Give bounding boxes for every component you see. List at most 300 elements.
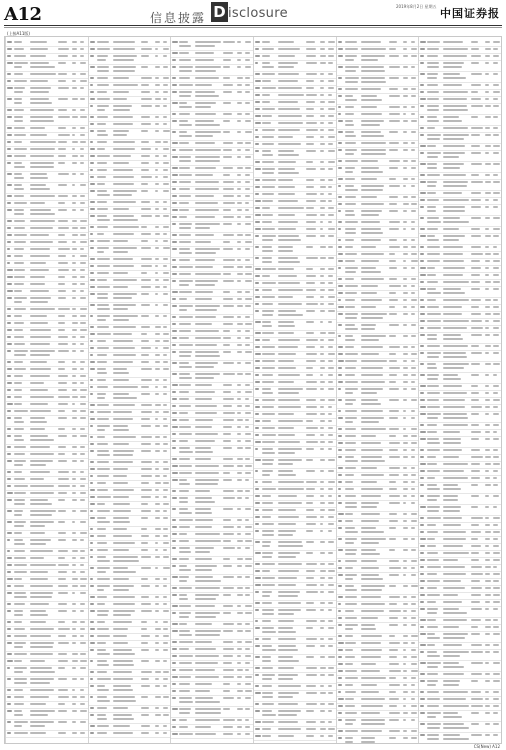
table-cell bbox=[155, 379, 159, 381]
table-cell bbox=[14, 421, 24, 423]
table-row-divider bbox=[254, 600, 336, 601]
table-cell bbox=[361, 449, 383, 451]
table-cell bbox=[403, 474, 408, 476]
table-cell bbox=[389, 185, 400, 187]
table-cell bbox=[245, 398, 249, 400]
table-cell bbox=[320, 735, 324, 737]
table-row-divider bbox=[254, 404, 336, 405]
table-row-divider bbox=[171, 57, 253, 58]
table-cell bbox=[493, 506, 497, 508]
table-cell bbox=[80, 403, 86, 405]
table-cell bbox=[328, 552, 333, 554]
table-cell bbox=[262, 310, 274, 312]
table-cell bbox=[113, 141, 136, 143]
table-cell bbox=[338, 185, 342, 187]
table-row-divider bbox=[254, 625, 336, 626]
table-cell bbox=[338, 635, 342, 637]
table-cell bbox=[30, 403, 48, 405]
table-cell bbox=[155, 489, 160, 491]
table-cell bbox=[361, 392, 377, 394]
table-cell bbox=[163, 91, 168, 93]
table-cell bbox=[223, 479, 232, 481]
table-cell bbox=[245, 41, 251, 43]
table-cell bbox=[30, 610, 46, 612]
table-cell bbox=[403, 313, 408, 315]
table-cell bbox=[97, 461, 110, 463]
table-cell bbox=[338, 367, 342, 369]
table-cell bbox=[14, 234, 27, 236]
table-cell bbox=[420, 345, 424, 347]
table-cell bbox=[485, 406, 490, 408]
table-cell bbox=[172, 558, 176, 560]
table-cell bbox=[420, 181, 426, 183]
table-cell bbox=[278, 620, 294, 622]
table-cell bbox=[155, 333, 161, 335]
table-row-divider bbox=[254, 141, 336, 142]
table-cell bbox=[361, 367, 383, 369]
table-cell bbox=[320, 289, 325, 291]
table-cell bbox=[278, 239, 301, 241]
table-cell bbox=[245, 373, 251, 375]
table-row-divider bbox=[337, 311, 419, 312]
table-cell bbox=[113, 326, 137, 328]
table-cell bbox=[443, 174, 466, 176]
table-cell bbox=[493, 116, 497, 118]
table-row-divider bbox=[89, 730, 171, 731]
table-cell bbox=[80, 368, 84, 370]
table-cell bbox=[411, 467, 415, 469]
table-row-divider bbox=[254, 113, 336, 114]
table-cell bbox=[389, 360, 397, 362]
table-cell bbox=[141, 141, 149, 143]
table-row-divider bbox=[337, 518, 419, 519]
table-cell bbox=[320, 207, 325, 209]
table-cell bbox=[14, 550, 25, 552]
table-cell bbox=[223, 662, 232, 664]
table-cell bbox=[237, 330, 240, 332]
table-cell bbox=[278, 627, 293, 629]
table-cell bbox=[245, 273, 252, 275]
table-cell bbox=[97, 265, 111, 267]
table-cell bbox=[97, 642, 107, 644]
table-cell bbox=[345, 221, 358, 223]
table-cell bbox=[443, 163, 464, 165]
table-cell bbox=[179, 398, 188, 400]
table-cell bbox=[278, 325, 295, 327]
table-cell bbox=[493, 181, 500, 183]
table-cell bbox=[338, 353, 343, 355]
table-cell bbox=[195, 344, 217, 346]
table-cell bbox=[163, 105, 167, 107]
table-cell bbox=[338, 246, 342, 248]
table-cell bbox=[345, 410, 358, 412]
table-cell bbox=[361, 527, 376, 529]
table-cell bbox=[411, 719, 415, 721]
table-cell bbox=[255, 609, 259, 611]
table-cell bbox=[443, 484, 458, 486]
table-cell bbox=[278, 275, 297, 277]
table-cell bbox=[443, 299, 469, 301]
table-cell bbox=[361, 160, 378, 162]
table-row-divider bbox=[6, 701, 88, 702]
table-row-divider bbox=[171, 82, 253, 83]
table-cell bbox=[245, 594, 250, 596]
table-row-divider bbox=[89, 224, 171, 225]
table-row-divider bbox=[89, 619, 171, 620]
table-cell bbox=[97, 130, 106, 132]
table-cell bbox=[179, 202, 189, 204]
table-cell bbox=[493, 192, 499, 194]
table-row-divider bbox=[89, 480, 171, 481]
table-cell bbox=[427, 292, 441, 294]
table-cell bbox=[320, 481, 324, 483]
table-cell bbox=[179, 405, 191, 407]
table-cell bbox=[420, 463, 426, 465]
table-cell bbox=[113, 653, 136, 655]
table-cell bbox=[255, 502, 260, 504]
table-cell bbox=[320, 685, 324, 687]
table-cell bbox=[163, 315, 167, 317]
table-cell bbox=[320, 235, 325, 237]
table-cell bbox=[427, 651, 437, 653]
table-cell bbox=[223, 223, 231, 225]
table-row-divider bbox=[337, 226, 419, 227]
table-cell bbox=[172, 605, 178, 607]
table-cell bbox=[471, 712, 479, 714]
table-row-divider bbox=[254, 528, 336, 529]
table-cell bbox=[255, 143, 259, 145]
table-cell bbox=[262, 296, 275, 298]
table-cell bbox=[179, 102, 187, 104]
table-row-divider bbox=[171, 129, 253, 130]
table-cell bbox=[245, 519, 249, 521]
table-cell bbox=[361, 210, 382, 212]
table-cell bbox=[179, 501, 188, 503]
table-cell bbox=[328, 221, 332, 223]
table-cell bbox=[155, 707, 160, 709]
table-cell bbox=[278, 321, 294, 323]
table-row-divider bbox=[337, 547, 419, 548]
table-row-divider bbox=[419, 599, 501, 600]
table-cell bbox=[471, 413, 479, 415]
table-cell bbox=[361, 578, 384, 580]
table-cell bbox=[97, 304, 110, 306]
table-cell bbox=[237, 84, 242, 86]
table-cell bbox=[223, 497, 235, 499]
table-cell bbox=[485, 691, 489, 693]
table-cell bbox=[278, 591, 300, 593]
table-cell bbox=[30, 166, 54, 168]
table-cell bbox=[237, 156, 241, 158]
table-cell bbox=[278, 55, 295, 57]
table-cell bbox=[306, 186, 314, 188]
table-cell bbox=[485, 352, 489, 354]
table-cell bbox=[90, 201, 96, 203]
table-cell bbox=[427, 385, 438, 387]
table-cell bbox=[97, 183, 105, 185]
table-cell bbox=[389, 178, 397, 180]
table-row-divider bbox=[6, 548, 88, 549]
table-cell bbox=[262, 303, 273, 305]
table-cell bbox=[411, 185, 415, 187]
table-cell bbox=[58, 336, 68, 338]
table-cell bbox=[255, 620, 258, 622]
table-cell bbox=[72, 710, 77, 712]
table-row-divider bbox=[254, 71, 336, 72]
table-cell bbox=[389, 488, 397, 490]
table-cell bbox=[30, 382, 44, 384]
table-cell bbox=[163, 176, 169, 178]
table-cell bbox=[90, 510, 93, 512]
table-cell bbox=[493, 517, 500, 519]
table-cell bbox=[427, 545, 436, 547]
table-cell bbox=[443, 417, 468, 419]
table-cell bbox=[179, 472, 192, 474]
table-cell bbox=[58, 322, 65, 324]
table-cell bbox=[411, 346, 416, 348]
table-cell bbox=[113, 689, 133, 691]
table-cell bbox=[58, 564, 69, 566]
table-cell bbox=[80, 478, 86, 480]
table-cell bbox=[255, 228, 261, 230]
table-cell bbox=[7, 410, 11, 412]
table-cell bbox=[7, 417, 11, 419]
table-cell bbox=[195, 433, 218, 435]
table-cell bbox=[195, 512, 212, 514]
table-cell bbox=[411, 131, 416, 133]
table-row-divider bbox=[171, 506, 253, 507]
table-cell bbox=[320, 638, 324, 640]
table-cell bbox=[320, 143, 325, 145]
table-row-divider bbox=[171, 463, 253, 464]
table-cell bbox=[155, 461, 159, 463]
table-cell bbox=[262, 638, 271, 640]
table-cell bbox=[30, 521, 54, 523]
table-cell bbox=[403, 41, 407, 43]
table-cell bbox=[223, 362, 233, 364]
table-cell bbox=[328, 80, 334, 82]
table-cell bbox=[255, 268, 261, 270]
table-cell bbox=[361, 617, 378, 619]
table-cell bbox=[262, 193, 274, 195]
table-cell bbox=[493, 470, 498, 472]
table-cell bbox=[237, 149, 241, 151]
table-cell bbox=[90, 190, 95, 192]
table-cell bbox=[389, 160, 400, 162]
table-cell bbox=[14, 184, 22, 186]
table-row-divider bbox=[419, 89, 501, 90]
table-cell bbox=[278, 595, 298, 597]
table-cell bbox=[7, 635, 11, 637]
table-cell bbox=[328, 667, 334, 669]
table-cell bbox=[141, 660, 149, 662]
table-cell bbox=[420, 538, 426, 540]
table-row-divider bbox=[171, 186, 253, 187]
table-cell bbox=[443, 98, 467, 100]
table-cell bbox=[389, 663, 399, 665]
table-row-divider bbox=[171, 517, 253, 518]
table-cell bbox=[427, 517, 440, 519]
table-cell bbox=[155, 549, 159, 551]
table-row-divider bbox=[171, 342, 253, 343]
table-cell bbox=[306, 62, 317, 64]
table-cell bbox=[58, 329, 65, 331]
table-cell bbox=[338, 221, 343, 223]
table-cell bbox=[155, 66, 161, 68]
table-cell bbox=[306, 441, 318, 443]
table-cell bbox=[90, 556, 94, 558]
table-cell bbox=[113, 162, 130, 164]
table-cell bbox=[403, 203, 409, 205]
table-cell bbox=[195, 483, 218, 485]
table-cell bbox=[155, 404, 161, 406]
table-cell bbox=[427, 48, 439, 50]
table-row-divider bbox=[6, 433, 88, 434]
table-cell bbox=[97, 628, 110, 630]
table-cell bbox=[195, 605, 215, 607]
table-cell bbox=[485, 633, 490, 635]
table-cell bbox=[7, 478, 11, 480]
table-cell bbox=[245, 291, 249, 293]
table-cell bbox=[262, 556, 272, 558]
table-cell bbox=[245, 587, 250, 589]
table-cell bbox=[345, 135, 356, 137]
table-cell bbox=[389, 48, 396, 50]
table-cell bbox=[179, 733, 192, 735]
table-cell bbox=[471, 116, 478, 118]
table-cell bbox=[403, 560, 407, 562]
table-cell bbox=[427, 181, 437, 183]
table-cell bbox=[485, 424, 490, 426]
table-cell bbox=[420, 484, 423, 486]
table-cell bbox=[471, 320, 481, 322]
table-cell bbox=[179, 708, 190, 710]
table-row-divider bbox=[254, 589, 336, 590]
table-cell bbox=[72, 283, 77, 285]
table-cell bbox=[155, 635, 159, 637]
table-cell bbox=[361, 712, 380, 714]
table-cell bbox=[389, 66, 400, 68]
table-cell bbox=[237, 726, 242, 728]
table-cell bbox=[7, 446, 11, 448]
table-cell bbox=[471, 723, 478, 725]
table-cell bbox=[58, 87, 69, 89]
table-cell bbox=[97, 482, 106, 484]
table-cell bbox=[179, 120, 188, 122]
table-row-divider bbox=[419, 318, 501, 319]
table-cell bbox=[80, 635, 84, 637]
table-cell bbox=[30, 66, 55, 68]
table-cell bbox=[403, 353, 409, 355]
table-cell bbox=[195, 634, 220, 636]
table-cell bbox=[471, 281, 480, 283]
table-cell bbox=[195, 398, 212, 400]
table-cell bbox=[420, 723, 425, 725]
table-cell bbox=[223, 398, 233, 400]
table-cell bbox=[471, 673, 482, 675]
table-cell bbox=[14, 102, 22, 104]
table-cell bbox=[471, 406, 482, 408]
table-cell bbox=[328, 143, 333, 145]
table-cell bbox=[141, 585, 150, 587]
table-cell bbox=[172, 465, 177, 467]
table-cell bbox=[389, 106, 400, 108]
table-cell bbox=[237, 558, 243, 560]
table-row-divider bbox=[6, 530, 88, 531]
table-row-divider bbox=[337, 386, 419, 387]
table-cell bbox=[90, 567, 95, 569]
table-cell bbox=[493, 299, 498, 301]
table-cell bbox=[113, 265, 134, 267]
table-cell bbox=[361, 299, 383, 301]
table-cell bbox=[420, 644, 426, 646]
table-cell bbox=[262, 150, 271, 152]
table-row-divider bbox=[254, 280, 336, 281]
table-cell bbox=[7, 269, 13, 271]
table-cell bbox=[471, 531, 481, 533]
table-cell bbox=[471, 680, 478, 682]
table-cell bbox=[90, 425, 93, 427]
table-cell bbox=[195, 630, 221, 632]
table-row-divider bbox=[254, 301, 336, 302]
table-cell bbox=[262, 122, 271, 124]
table-cell bbox=[345, 421, 353, 423]
table-cell bbox=[306, 620, 317, 622]
table-cell bbox=[97, 411, 111, 413]
table-cell bbox=[72, 109, 76, 111]
table-row-divider bbox=[254, 672, 336, 673]
table-cell bbox=[72, 48, 77, 50]
table-cell bbox=[262, 545, 270, 547]
table-cell bbox=[30, 213, 55, 215]
table-cell bbox=[493, 524, 498, 526]
table-cell bbox=[80, 336, 85, 338]
table-cell bbox=[172, 630, 177, 632]
table-cell bbox=[72, 492, 76, 494]
table-cell bbox=[420, 601, 424, 603]
table-cell bbox=[113, 678, 133, 680]
table-cell bbox=[223, 690, 230, 692]
table-row-divider bbox=[6, 139, 88, 140]
table-cell bbox=[237, 316, 241, 318]
table-cell bbox=[97, 66, 109, 68]
table-cell bbox=[58, 689, 68, 691]
table-cell bbox=[306, 427, 318, 429]
table-cell bbox=[427, 66, 438, 68]
table-cell bbox=[345, 737, 354, 739]
table-cell bbox=[427, 680, 438, 682]
table-cell bbox=[90, 621, 94, 623]
table-row-divider bbox=[337, 46, 419, 47]
table-cell bbox=[172, 565, 176, 567]
table-cell bbox=[72, 678, 77, 680]
table-cell bbox=[420, 587, 424, 589]
table-row-divider bbox=[254, 244, 336, 245]
table-cell bbox=[72, 532, 76, 534]
table-cell bbox=[255, 62, 258, 64]
table-row-divider bbox=[89, 391, 171, 392]
table-cell bbox=[237, 472, 241, 474]
table-cell bbox=[338, 66, 344, 68]
table-row-divider bbox=[254, 521, 336, 522]
table-cell bbox=[97, 279, 107, 281]
table-cell bbox=[245, 508, 251, 510]
table-cell bbox=[223, 216, 233, 218]
table-cell bbox=[328, 627, 334, 629]
table-cell bbox=[7, 382, 12, 384]
table-row-divider bbox=[89, 441, 171, 442]
table-cell bbox=[141, 468, 152, 470]
